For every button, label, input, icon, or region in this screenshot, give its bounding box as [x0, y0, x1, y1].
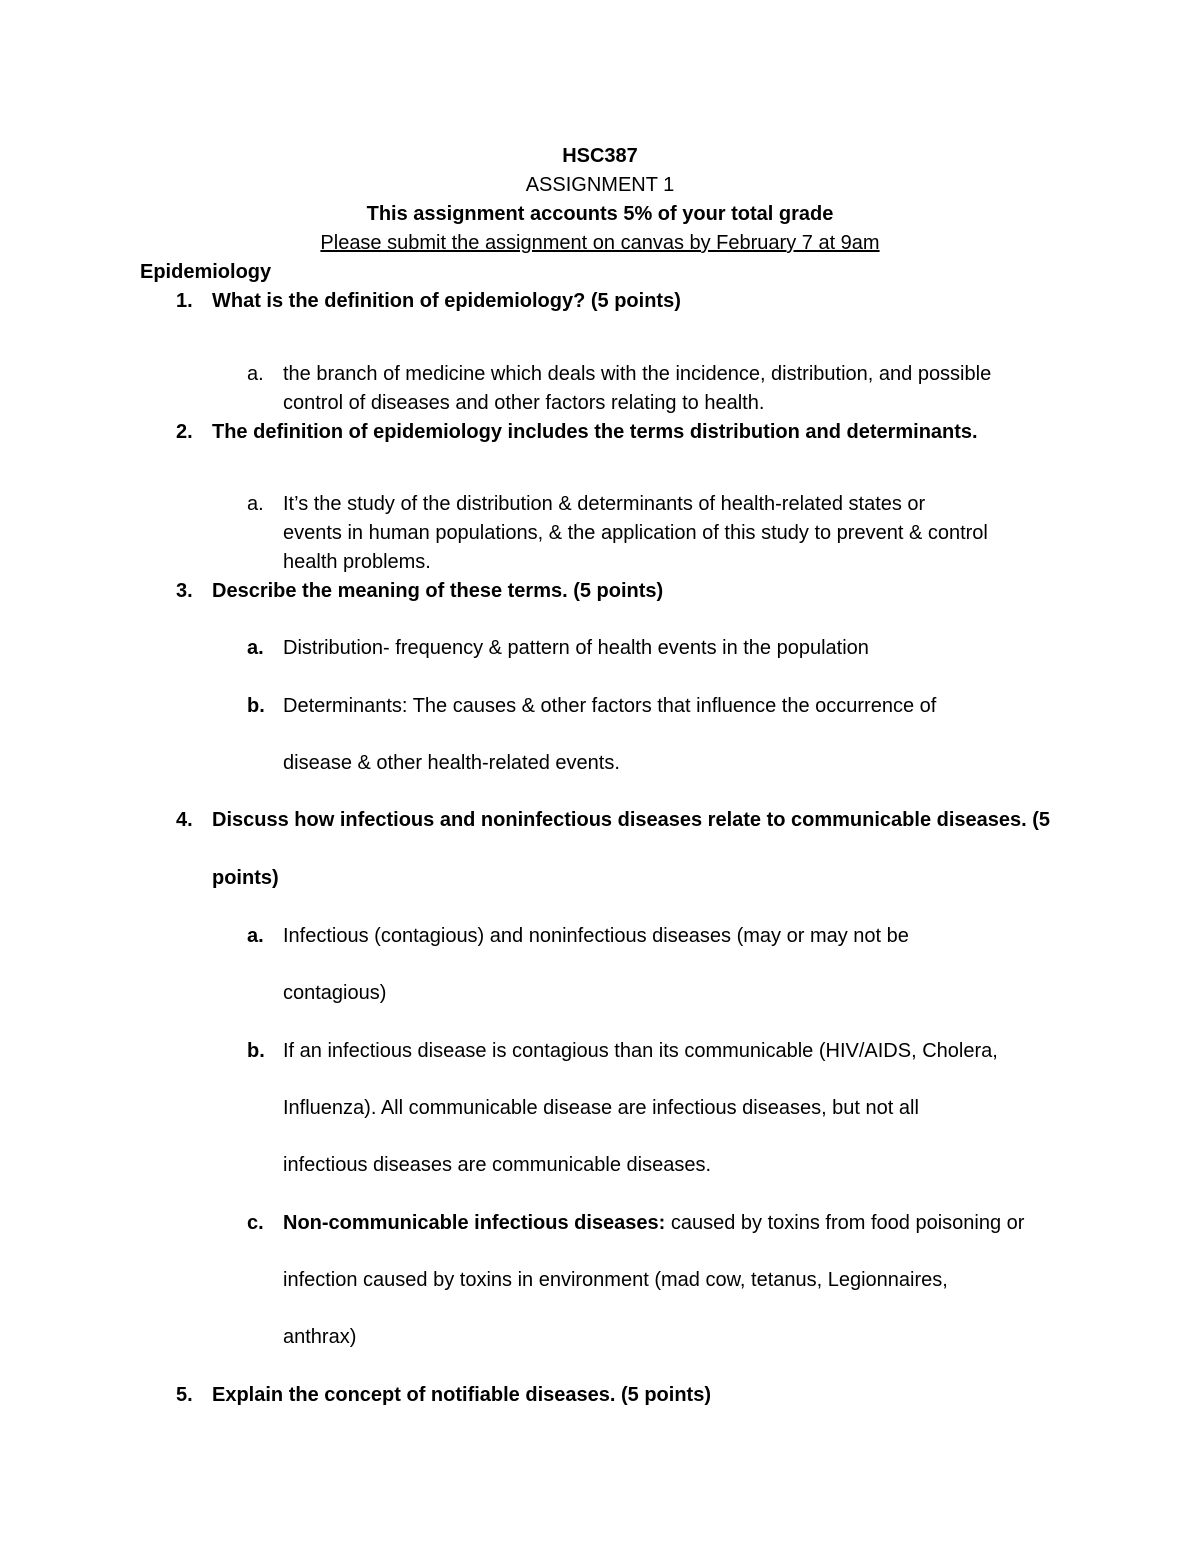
q4-a-label: a.: [247, 925, 264, 947]
q2-a-line2: events in human populations, & the application of this study to prevent & control: [283, 522, 988, 544]
q4-a-line1: Infectious (contagious) and noninfectious diseases (may or may not be: [283, 925, 909, 947]
q4-a-line2: contagious): [283, 982, 387, 1004]
q2-a-line3: health problems.: [283, 551, 431, 573]
q5-number: 5.: [176, 1384, 193, 1406]
q3-b-label: b.: [247, 695, 265, 717]
q4-c-line3: anthrax): [283, 1326, 357, 1348]
q2-text: The definition of epidemiology includes the terms distribution and determinants.: [212, 421, 978, 443]
q3-text: Describe the meaning of these terms. (5 points): [212, 580, 664, 602]
q4-line1: Discuss how infectious and noninfectious diseases relate to communicable diseases. (5: [212, 809, 1051, 831]
q3-a-label: a.: [247, 637, 264, 659]
q1-a-label: a.: [247, 363, 264, 385]
q4-b-line3: infectious diseases are communicable diseases.: [283, 1154, 711, 1176]
q2-a-line1: It’s the study of the distribution & determinants of health-related states or: [283, 493, 926, 515]
q2-number: 2.: [176, 421, 193, 443]
assignment-title: ASSIGNMENT 1: [525, 174, 675, 196]
q1-number: 1.: [176, 290, 193, 312]
section-title: Epidemiology: [140, 261, 272, 283]
q5-text: Explain the concept of notifiable diseases. (5 points): [212, 1384, 711, 1406]
q3-b-line2: disease & other health-related events.: [283, 752, 620, 774]
submit-note: Please submit the assignment on canvas by February 7 at 9am: [320, 232, 880, 254]
q4-c-term: Non-communicable infectious diseases:: [283, 1212, 666, 1234]
q4-line2: points): [212, 867, 279, 889]
q3-b-line1: Determinants: The causes & other factors that influence the occurrence of: [283, 695, 937, 717]
q4-number: 4.: [176, 809, 193, 831]
q3-a-line1: Distribution- frequency & pattern of health events in the population: [283, 637, 869, 659]
q2-a-label: a.: [247, 493, 264, 515]
q1-text: What is the definition of epidemiology? (5 points): [212, 290, 681, 312]
q4-c-line1-rest: caused by toxins from food poisoning or: [665, 1212, 1025, 1234]
q4-c-label: c.: [247, 1212, 264, 1234]
q1-a-line2: control of diseases and other factors relating to health.: [283, 392, 765, 414]
q4-c-line1: [283, 1209, 1024, 1238]
q4-b-line1: If an infectious disease is contagious than its communicable (HIV/AIDS, Cholera,: [283, 1040, 998, 1062]
q4-b-label: b.: [247, 1040, 265, 1062]
q4-c-line2: infection caused by toxins in environment (mad cow, tetanus, Legionnaires,: [283, 1269, 948, 1291]
course-code: HSC387: [562, 145, 638, 167]
q4-b-line2: Influenza). All communicable disease are infectious diseases, but not all: [283, 1097, 919, 1119]
weight-note: This assignment accounts 5% of your total grade: [366, 203, 834, 225]
q1-a-line1: the branch of medicine which deals with the incidence, distribution, and possible: [283, 363, 992, 385]
q3-number: 3.: [176, 580, 193, 602]
